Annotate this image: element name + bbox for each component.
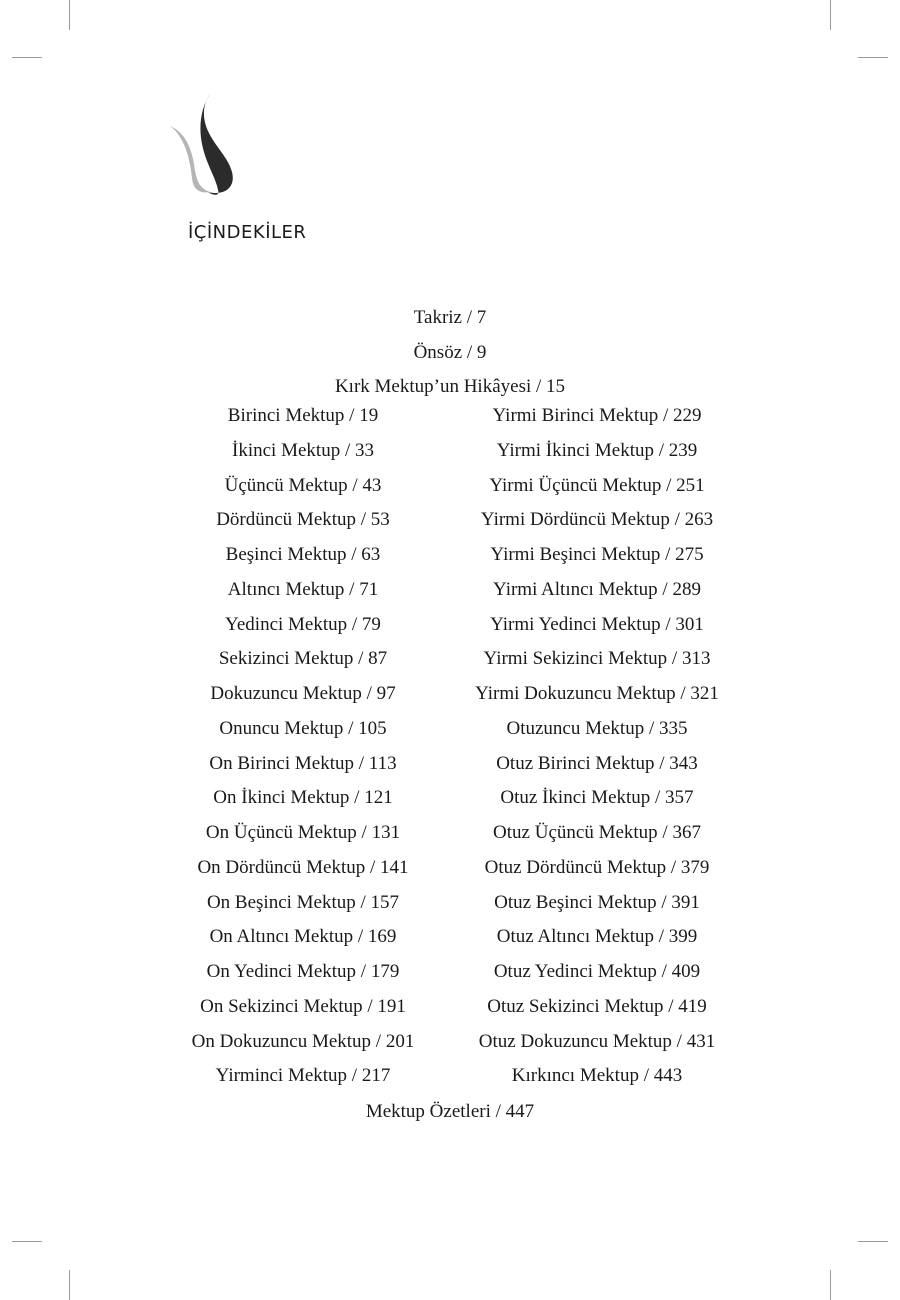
crop-mark-top-right-horizontal: [858, 57, 888, 58]
toc-entry: On Yedinci Mektup / 179: [206, 961, 400, 982]
toc-entry: Yedinci Mektup / 79: [225, 613, 381, 635]
crop-mark-top-left-vertical: [69, 0, 70, 30]
toc-right-column: [447, 404, 747, 1099]
toc-entry: Yirmi Altıncı Mektup / 289: [493, 578, 701, 600]
toc-entry: Altıncı Mektup / 71: [227, 578, 379, 600]
toc-entry: Yirmi Sekizinci Mektup / 313: [483, 648, 711, 670]
toc-entry: Beşinci Mektup / 63: [225, 544, 381, 565]
toc-entry: On Dördüncü Mektup / 141: [197, 856, 409, 878]
toc-entry: Yirmi Üçüncü Mektup / 251: [489, 474, 705, 496]
toc-entry: Yirmi Dokuzuncu Mektup / 321: [475, 683, 719, 704]
toc-entry: Birinci Mektup / 19: [227, 405, 379, 426]
toc-entry: Kırkıncı Mektup / 443: [511, 1065, 683, 1087]
toc-entry-onsoz: Önsöz / 9: [413, 342, 487, 363]
toc-entry-hikaye: Kırk Mektup’un Hikâyesi / 15: [334, 376, 566, 397]
toc-entry: On Dokuzuncu Mektup / 201: [191, 1030, 415, 1052]
crop-mark-bottom-right-vertical: [830, 1270, 831, 1300]
toc-entry: Otuz Dokuzuncu Mektup / 431: [478, 1030, 716, 1052]
toc-entry: Dokuzuncu Mektup / 97: [210, 683, 396, 704]
toc-entry: Yirmi Yedinci Mektup / 301: [490, 613, 704, 635]
toc-entry: Otuz Birinci Mektup / 343: [496, 752, 698, 774]
toc-entry: İkinci Mektup / 33: [232, 439, 374, 461]
crop-mark-bottom-left-vertical: [69, 1270, 70, 1300]
toc-entry: Otuz İkinci Mektup / 357: [500, 787, 694, 809]
toc-left-column: [153, 404, 453, 1099]
toc-entry-takriz: Takriz / 7: [413, 307, 487, 328]
toc-entry: On İkinci Mektup / 121: [213, 787, 393, 809]
toc-entry: Otuz Üçüncü Mektup / 367: [493, 822, 701, 843]
toc-entry: On Üçüncü Mektup / 131: [205, 822, 401, 843]
crop-mark-top-right-vertical: [830, 0, 831, 30]
tulip-stroke-logo-icon: [168, 92, 240, 198]
toc-entry: On Beşinci Mektup / 157: [206, 891, 400, 913]
crop-mark-bottom-right-horizontal: [858, 1241, 888, 1242]
toc-entry: Onuncu Mektup / 105: [219, 717, 387, 739]
crop-mark-top-left-horizontal: [12, 57, 42, 58]
page-title: İÇİNDEKİLER: [188, 222, 307, 243]
toc-entry: On Altıncı Mektup / 169: [209, 926, 397, 948]
toc-entry: Üçüncü Mektup / 43: [224, 474, 382, 496]
toc-entry: Otuz Dördüncü Mektup / 379: [484, 856, 710, 878]
toc-entry: Otuz Beşinci Mektup / 391: [494, 891, 700, 913]
crop-mark-bottom-left-horizontal: [12, 1241, 42, 1242]
toc-entry: Yirmi Birinci Mektup / 229: [492, 405, 702, 426]
toc-entry: Yirminci Mektup / 217: [215, 1065, 391, 1087]
toc-entry: On Birinci Mektup / 113: [209, 752, 397, 774]
toc-entry: Otuz Altıncı Mektup / 399: [496, 926, 698, 948]
toc-entry: Yirmi Dördüncü Mektup / 263: [480, 509, 714, 531]
toc-entry: Otuz Yedinci Mektup / 409: [493, 961, 701, 982]
toc-entry: Otuzuncu Mektup / 335: [506, 717, 688, 739]
toc-entry: Yirmi İkinci Mektup / 239: [496, 439, 698, 461]
toc-entry-ozetler: Mektup Özetleri / 447: [365, 1101, 535, 1122]
toc-entry: Yirmi Beşinci Mektup / 275: [490, 544, 704, 565]
toc-entry: Sekizinci Mektup / 87: [218, 648, 388, 670]
toc-entry: Dördüncü Mektup / 53: [216, 509, 390, 531]
toc-entry: On Sekizinci Mektup / 191: [200, 995, 406, 1017]
toc-entry: Otuz Sekizinci Mektup / 419: [487, 995, 707, 1017]
